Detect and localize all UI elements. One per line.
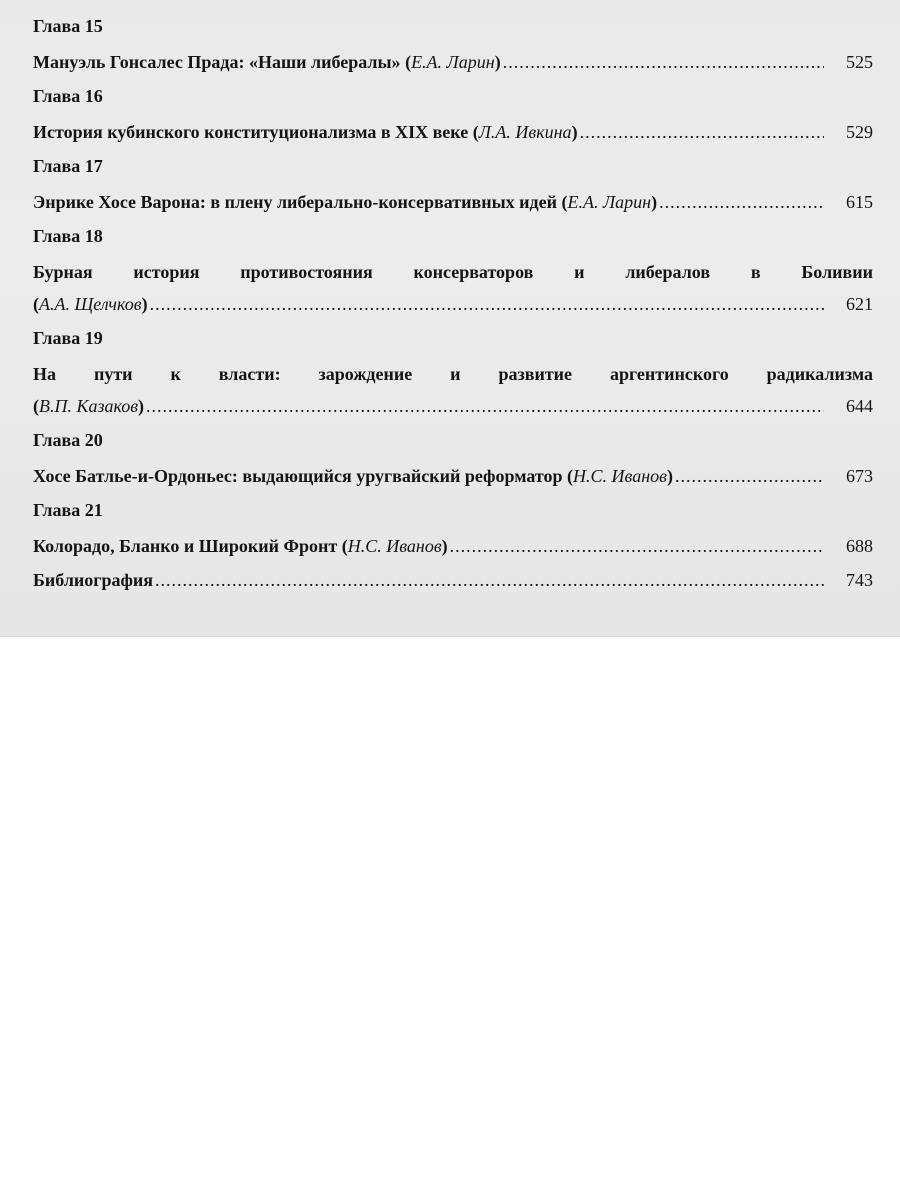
toc-entry-title: Колорадо, Бланко и Широкий Фронт (Н.С. Иванов) [33, 536, 448, 556]
dot-leader [155, 568, 824, 592]
chapter-label: Глава 18 [33, 226, 103, 246]
dot-leader [503, 50, 824, 74]
toc-entry-page: 644 [846, 396, 873, 416]
chapter-label: Глава 20 [33, 430, 103, 450]
chapter-label: Глава 19 [33, 328, 103, 348]
toc-entry-title-line1: Бурная история противостояния консерваторов и либералов в Боливии [33, 262, 873, 282]
toc-entry-page: 525 [846, 52, 873, 72]
toc-entry-title: (А.А. Щелчков) [33, 294, 148, 314]
chapter-label: Глава 16 [33, 86, 103, 106]
table-of-contents [33, 14, 873, 602]
toc-entry-author: А.А. Щелчков [39, 294, 142, 314]
toc-entry-author: Н.С. Иванов [573, 466, 667, 486]
toc-entry-title: Хосе Батлье-и-Ордоньес: выдающийся уругвайский реформатор (Н.С. Иванов) [33, 466, 673, 486]
toc-entry-page: 615 [846, 192, 873, 212]
toc-entry-title: История кубинского конституционализма в XIX веке (Л.А. Ивкина) [33, 122, 578, 142]
dot-leader [150, 292, 824, 316]
toc-entry [33, 534, 873, 558]
toc-entry [33, 292, 873, 316]
toc-entry-title: Энрике Хосе Варона: в плену либерально-консервативных идей (Е.А. Ларин) [33, 192, 658, 212]
toc-entry-author: Е.А. Ларин [411, 52, 495, 72]
toc-entry [33, 120, 873, 144]
toc-entry [33, 394, 873, 418]
toc-entry-title: Библиография [33, 570, 154, 590]
toc-entry-page: 529 [846, 122, 873, 142]
toc-group-17 [33, 154, 873, 214]
toc-group-21 [33, 498, 873, 558]
chapter-label: Глава 17 [33, 156, 103, 176]
toc-entry-author: Е.А. Ларин [567, 192, 652, 212]
dot-leader [659, 190, 824, 214]
toc-entry [33, 464, 873, 488]
dot-leader [580, 120, 824, 144]
toc-entry-author: Н.С. Иванов [347, 536, 442, 556]
toc-group-bibliography [33, 568, 873, 592]
toc-entry-author: Л.А. Ивкина [478, 122, 572, 142]
toc-group-16 [33, 84, 873, 144]
toc-entry-page: 621 [846, 294, 873, 314]
toc-group-19 [33, 326, 873, 418]
chapter-label: Глава 21 [33, 500, 103, 520]
toc-group-20 [33, 428, 873, 488]
toc-entry-bibliography [33, 568, 873, 592]
toc-group-18 [33, 224, 873, 316]
toc-entry-title-line1: На пути к власти: зарождение и развитие аргентинского радикализма [33, 364, 873, 384]
dot-leader [675, 464, 824, 488]
toc-group-15 [33, 14, 873, 74]
toc-entry-title: Мануэль Гонсалес Прада: «Наши либералы» (Е.А. Ларин) [33, 52, 501, 72]
toc-entry [33, 190, 873, 214]
toc-entry-author: В.П. Казаков [39, 396, 139, 416]
toc-entry [33, 50, 873, 74]
chapter-label: Глава 15 [33, 16, 103, 36]
dot-leader [146, 394, 824, 418]
dot-leader [450, 534, 824, 558]
toc-entry-page: 743 [846, 570, 873, 590]
toc-entry-page: 688 [846, 536, 873, 556]
toc-entry-page: 673 [846, 466, 873, 486]
toc-entry-title: (В.П. Казаков) [33, 396, 145, 416]
